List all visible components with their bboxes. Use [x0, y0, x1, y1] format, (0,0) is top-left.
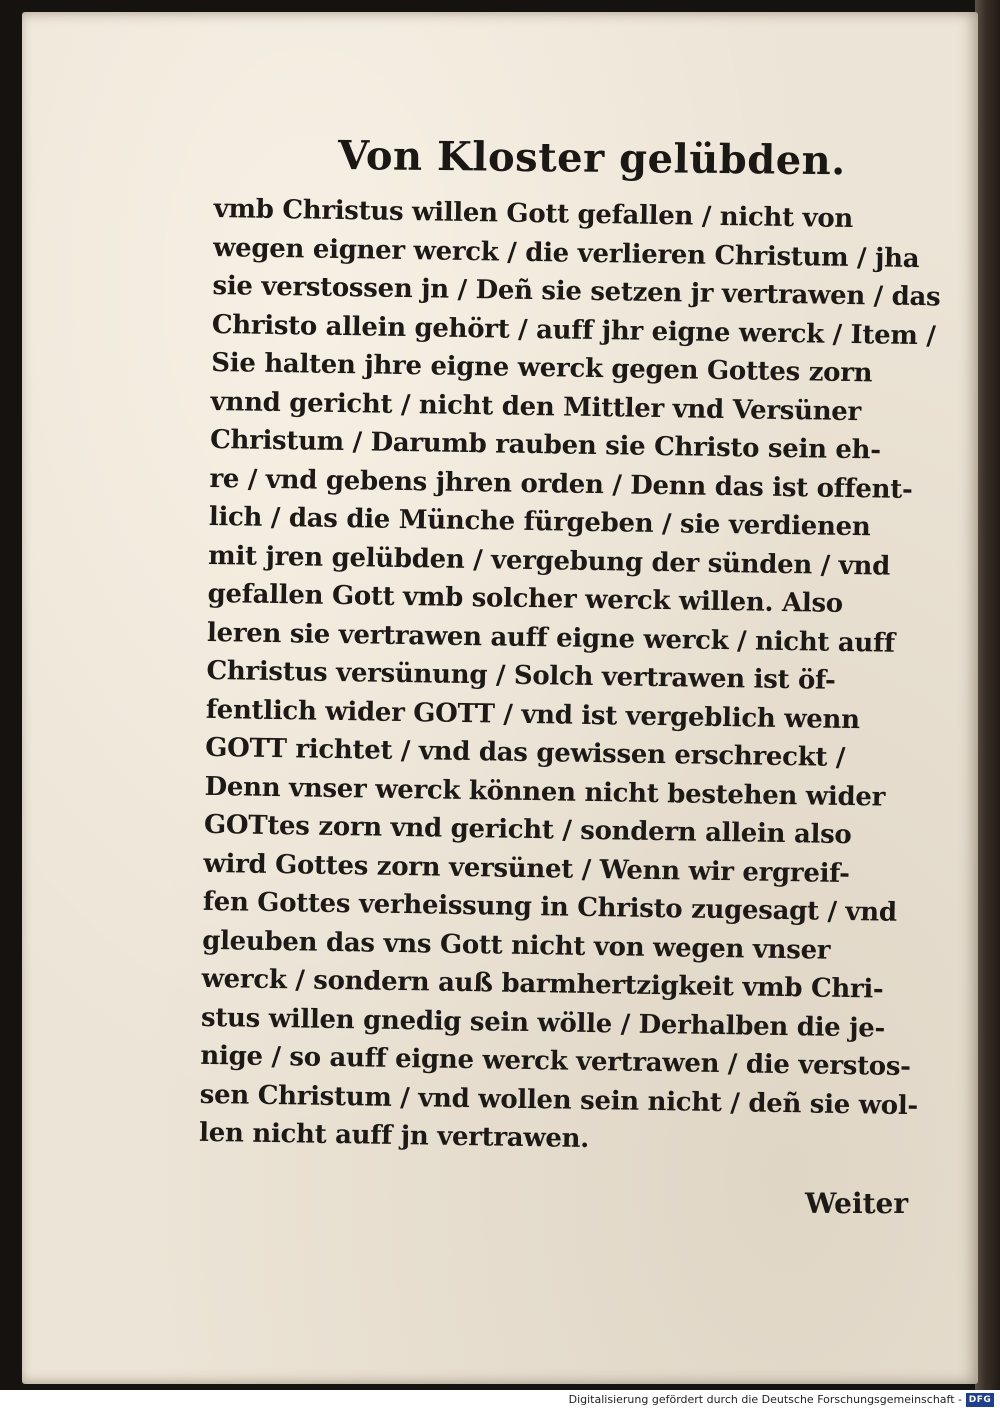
text-line: werck / sondern auß barmhertzigkeit vmb Chri-	[201, 963, 884, 1005]
text-line: sen Christum / vnd wollen sein nicht / deñ sie wol-	[199, 1079, 919, 1121]
text-line: mit jren gelübden / vergebung der sünden / vnd	[208, 540, 891, 582]
text-line: GOTtes zorn vnd gericht / sondern allein also	[203, 809, 852, 851]
text-line: vmb Christus willen Gott gefallen / nicht von	[213, 193, 854, 235]
text-line: vnnd gericht / nicht den Mittler vnd Versüner	[210, 386, 862, 427]
text-line: GOTT richtet / vnd das gewissen erschreckt /	[204, 732, 846, 773]
text-line: sie verstossen jn / Deñ sie setzen jr vertrawen / das	[212, 270, 941, 313]
catchword: Weiter	[805, 1187, 909, 1220]
text-line: Christus versünung / Solch vertrawen ist öf-	[206, 655, 836, 696]
funding-credit: Digitalisierung gefördert durch die Deutsche Forschungsgemeinschaft -	[568, 1393, 962, 1406]
page-heading: Von Kloster gelübden.	[337, 132, 846, 185]
text-line: nige / so auff eigne werck vertrawen / die verstos-	[200, 1040, 911, 1083]
body-text	[198, 190, 941, 1163]
text-line: Christo allein gehört / auff jhr eigne werck / Item /	[211, 309, 936, 351]
text-line: gefallen Gott vmb solcher werck willen. Also	[207, 578, 844, 619]
text-line: fen Gottes verheissung in Christo zugesagt / vnd	[202, 886, 897, 928]
text-line: lich / das die Münche fürgeben / sie verdienen	[208, 501, 871, 543]
text-line: Christum / Darumb rauben sie Christo sein eh-	[209, 424, 881, 466]
text-line: wird Gottes zorn versünet / Wenn wir ergreif-	[203, 848, 850, 889]
text-line: re / vnd gebens jhren orden / Denn das ist offent-	[209, 463, 913, 505]
text-line: Sie halten jhre eigne werck gegen Gottes zorn	[211, 347, 873, 389]
text-line: Denn vnser werck können nicht bestehen wider	[204, 771, 886, 813]
dfg-logo: DFG	[966, 1393, 994, 1407]
text-line: gleuben das vns Gott nicht von wegen vnser	[201, 925, 831, 966]
text-line: leren sie vertrawen auff eigne werck / nicht auff	[206, 617, 896, 659]
text-line: wegen eigner werck / die verlieren Christum / jha	[212, 232, 920, 274]
page-edge	[975, 0, 1000, 1390]
text-line: len nicht auff jn vertrawen.	[198, 1117, 590, 1155]
text-line: stus willen gnedig sein wölle / Derhalben die je-	[200, 1002, 886, 1044]
text-line: fentlich wider GOTT / vnd ist vergeblich wenn	[205, 694, 860, 735]
